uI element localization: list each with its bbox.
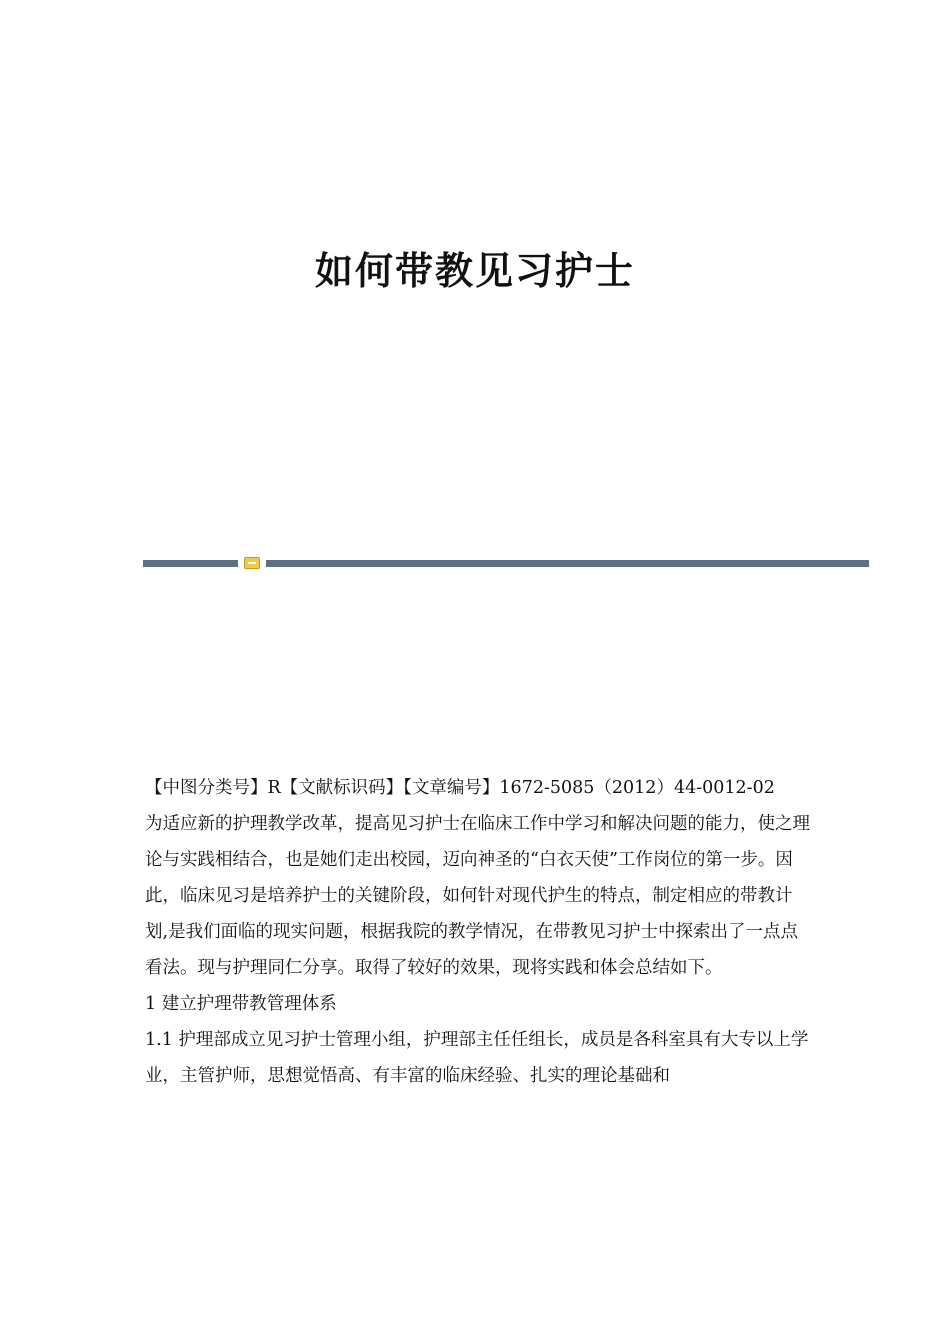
intro-paragraph: 为适应新的护理教学改革，提高见习护士在临床工作中学习和解决问题的能力，使之理论与实践相结合，也是她们走出校园，迈向神圣的“白衣天使”工作岗位的第一步。因此，临床见习是培养护士的关键阶段，如何针对现代护生的特点，制定相应的带教计划,是我们面临的现实问题，根据我院的教学情况，在带教见习护士中探索出了一点点看法。现与护理同仁分享。取得了较好的效果，现将实践和体会总结如下。 — [145, 814, 810, 978]
section-heading: 1 建立护理带教管理体系 — [145, 994, 337, 1014]
divider-bar-left — [143, 560, 238, 567]
classification-line: 【中图分类号】R【文献标识码】【文章编号】1672-5085（2012）44-0012-02 — [145, 778, 775, 798]
divider-emblem-icon — [244, 557, 260, 569]
divider-bar-right — [266, 560, 869, 567]
title-divider — [143, 557, 869, 569]
section-paragraph: 1.1 护理部成立见习护士管理小组，护理部主任任组长，成员是各科室具有大专以上学业，主管护师，思想觉悟高、有丰富的临床经验、扎实的理论基础和 — [145, 1030, 809, 1086]
document-title: 如何带教见习护士 — [314, 248, 635, 293]
document-body — [145, 770, 810, 1094]
